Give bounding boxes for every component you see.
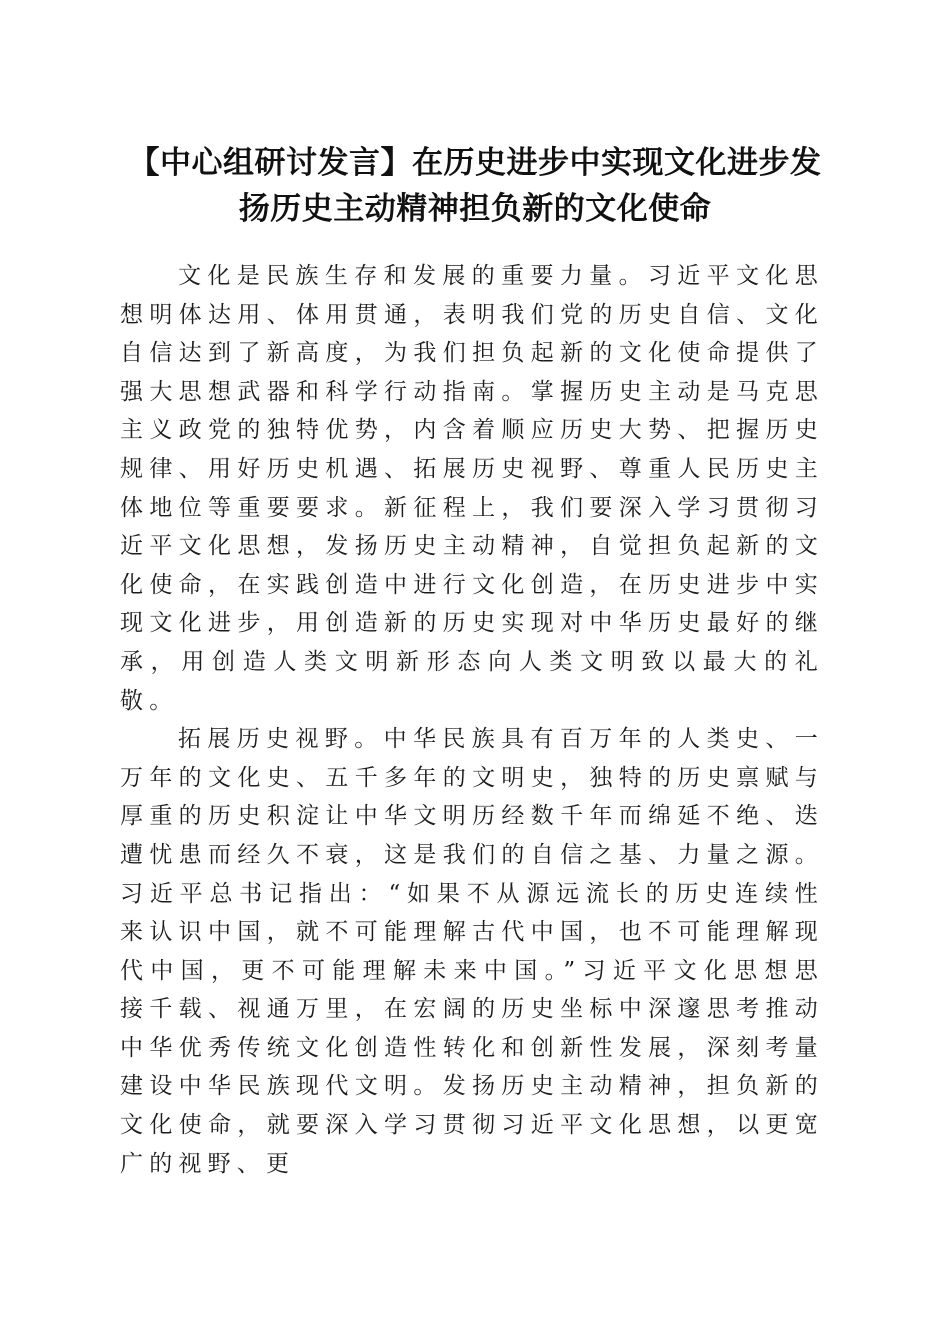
paragraph-intro: 文化是民族生存和发展的重要力量。习近平文化思想明体达用、体用贯通，表明我们党的历史自信、文化自信达到了新高度，为我们担负起新的文化使命提供了强大思想武器和科学行动指南。掌握历史主动是马克思主义政党的独特优势，内含着顺应历史大势、把握历史规律、用好历史机遇、拓展历史视野、尊重人民历史主体地位等重要要求。新征程上，我们要深入学习贯彻习近平文化思想，发扬历史主动精神，自觉担负起新的文化使命，在实践创造中进行文化创造，在历史进步中实现文化进步，用创造新的历史实现对中华历史最好的继承，用创造人类文明新形态向人类文明致以最大的礼敬。 — [120, 263, 824, 714]
paragraph-history-vision: 拓展历史视野。中华民族具有百万年的人类史、一万年的文化史、五千多年的文明史，独特的历史禀赋与厚重的历史积淀让中华文明历经数千年而绵延不绝、迭遭忧患而经久不衰，这是我们的自信之基、力量之源。习近平总书记指出：“如果不从源远流长的历史连续性来认识中国，就不可能理解古代中国，也不可能理解现代中国，更不可能理解未来中国。”习近平文化思想思接千载、视通万里，在宏阔的历史坐标中深邃思考推动中华优秀传统文化创造性转化和创新性发展，深刻考量建设中华民族现代文明。发扬历史主动精神，担负新的文化使命，就要深入学习贯彻习近平文化思想，以更宽广的视野、更 — [120, 726, 824, 1177]
document-body — [120, 257, 824, 1183]
document-title: 【中心组研讨发言】在历史进步中实现文化进步发扬历史主动精神担负新的文化使命 — [128, 145, 822, 227]
